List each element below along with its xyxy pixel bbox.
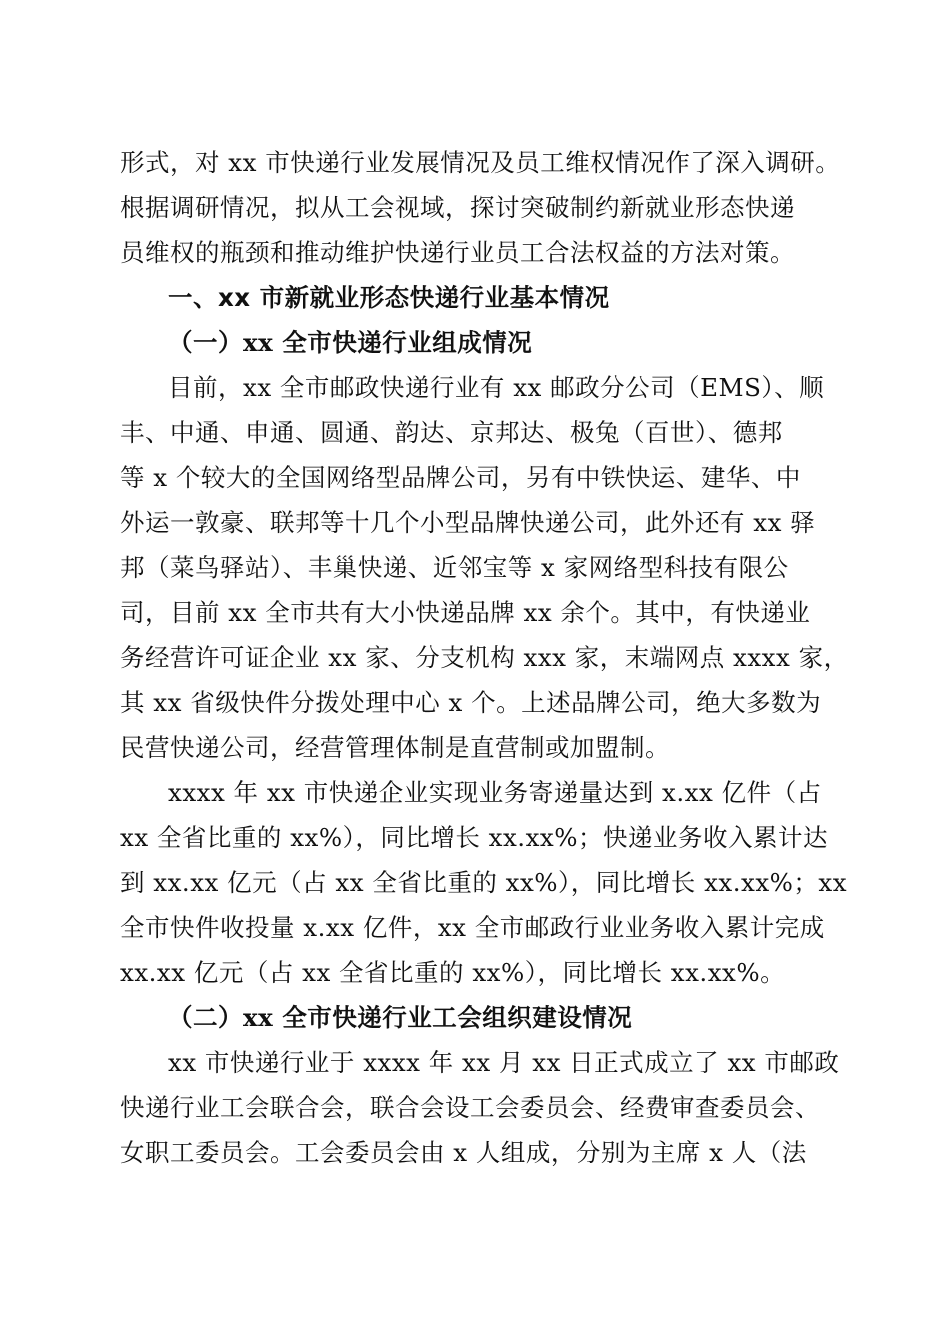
subsection-heading: （一）xx 全市快递行业组成情况 <box>168 328 533 357</box>
paragraph-line: 女职工委员会。工会委员会由 x 人组成，分别为主席 x 人（法 <box>120 1138 807 1167</box>
paragraph-line: 邦（菜鸟驿站）、丰巢快递、近邻宝等 x 家网络型科技有限公 <box>120 553 789 582</box>
subsection-heading: （二）xx 全市快递行业工会组织建设情况 <box>168 1003 633 1032</box>
paragraph-line: 快递行业工会联合会，联合会设工会委员会、经费审查委员会、 <box>120 1093 820 1122</box>
paragraph-line: 民营快递公司，经营管理体制是直营制或加盟制。 <box>120 733 670 762</box>
paragraph-line: 司，目前 xx 全市共有大小快递品牌 xx 余个。其中，有快递业 <box>120 598 811 627</box>
section-heading: 一、xx 市新就业形态快递行业基本情况 <box>168 283 610 312</box>
paragraph-line: 员维权的瓶颈和推动维护快递行业员工合法权益的方法对策。 <box>120 238 795 267</box>
paragraph-line: 丰、中通、申通、圆通、韵达、京邦达、极兔（百世）、德邦 <box>120 418 783 447</box>
paragraph-line: 全市快件收投量 x.xx 亿件，xx 全市邮政行业业务收入累计完成 <box>120 913 825 942</box>
paragraph-line: xx.xx 亿元（占 xx 全省比重的 xx%），同比增长 xx.xx%。 <box>120 958 786 987</box>
paragraph-line: 到 xx.xx 亿元（占 xx 全省比重的 xx%），同比增长 xx.xx%；xx <box>120 868 848 897</box>
paragraph-line: 等 x 个较大的全国网络型品牌公司，另有中铁快运、建华、中 <box>120 463 801 492</box>
paragraph-line: 外运一敦豪、联邦等十几个小型品牌快递公司，此外还有 xx 驿 <box>120 508 816 537</box>
paragraph-line: 目前，xx 全市邮政快递行业有 xx 邮政分公司（EMS）、顺 <box>168 373 825 402</box>
paragraph-line: 形式，对 xx 市快递行业发展情况及员工维权情况作了深入调研。 <box>120 148 841 177</box>
paragraph-line: 根据调研情况，拟从工会视域，探讨突破制约新就业形态快递 <box>120 193 795 222</box>
paragraph-line: xx 全省比重的 xx%），同比增长 xx.xx%；快递业务收入累计达 <box>120 823 828 852</box>
paragraph-line: 务经营许可证企业 xx 家、分支机构 xxx 家，末端网点 xxxx 家， <box>120 643 849 672</box>
paragraph-line: xx 市快递行业于 xxxx 年 xx 月 xx 日正式成立了 xx 市邮政 <box>168 1048 840 1077</box>
paragraph-line: xxxx 年 xx 市快递企业实现业务寄递量达到 x.xx 亿件（占 <box>168 778 822 807</box>
paragraph-line: 其 xx 省级快件分拨处理中心 x 个。上述品牌公司，绝大多数为 <box>120 688 822 717</box>
